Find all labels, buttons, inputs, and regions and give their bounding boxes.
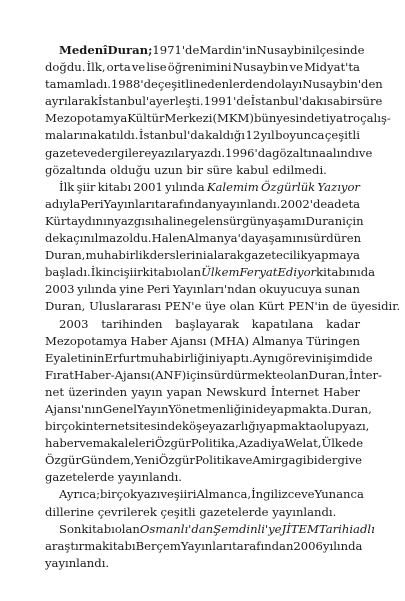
word: makaleleri: [92, 436, 155, 451]
text-line: [45, 281, 360, 298]
word: kitabı: [142, 265, 177, 280]
text-line: [45, 196, 360, 213]
word: gazete: [45, 145, 84, 160]
text-line: [45, 435, 364, 452]
word: malarına: [45, 128, 98, 143]
word: İkinci: [90, 265, 124, 280]
word: Nusaybin: [256, 43, 313, 57]
word: Duran,: [331, 401, 372, 416]
word: 12: [245, 128, 261, 143]
word: ve: [131, 60, 146, 75]
word: orta: [106, 60, 131, 75]
word: Halen: [151, 231, 187, 246]
word: başladı.: [45, 265, 91, 280]
word: Yunanca: [314, 487, 364, 502]
word: Erfurt: [104, 350, 141, 365]
text-line: [45, 316, 360, 333]
word: yazı: [137, 487, 161, 502]
word: Duran;: [107, 43, 153, 57]
word: gelen: [190, 213, 224, 228]
word: Duran,: [45, 248, 86, 263]
word: kısa: [316, 94, 340, 109]
word: Duran,: [308, 367, 349, 382]
word: kitabı: [81, 521, 115, 536]
word: sürgün: [223, 213, 265, 228]
word: yapan: [166, 384, 203, 399]
word: dillerine: [45, 504, 94, 519]
word: lise: [146, 60, 167, 75]
word: 1988'de: [110, 77, 158, 92]
word: için: [342, 213, 364, 228]
text-line: [45, 401, 372, 418]
word: Ajansı'nın: [45, 401, 103, 416]
word: yılında: [77, 282, 117, 297]
word: aydının: [71, 213, 115, 228]
word: yerleşti.: [156, 94, 204, 109]
word: ayrılarak: [45, 94, 98, 109]
word: çevrilerek: [97, 504, 157, 519]
word: yayınlandı.: [117, 470, 182, 485]
word: kitabını: [316, 265, 361, 280]
word: tarihinden: [101, 316, 163, 331]
text-line: [45, 93, 383, 110]
word: 2006: [293, 538, 323, 553]
word: adeta: [327, 196, 361, 211]
word: süre: [356, 94, 383, 109]
word: da: [360, 265, 376, 280]
word: Haber: [130, 333, 168, 348]
word: Eyaletinin: [45, 350, 105, 365]
word: yayınlandı.: [272, 504, 337, 519]
word: gözaltında: [45, 162, 107, 177]
word: internet: [82, 419, 130, 434]
word: birçok: [100, 487, 138, 502]
word: gözaltına: [272, 145, 326, 160]
word: Duran,: [45, 299, 86, 314]
word: üyesidir.: [350, 299, 401, 314]
text-line: [45, 298, 401, 315]
word: yazgısı: [114, 213, 155, 228]
word: olan: [229, 299, 255, 314]
paragraph: [45, 316, 382, 487]
word: birçok: [45, 419, 83, 434]
word: Medenî: [59, 43, 108, 57]
word: kadar: [326, 316, 360, 331]
word: gibi: [295, 453, 318, 468]
paragraph: [45, 486, 364, 520]
word: boyunca: [275, 128, 325, 143]
word: Aynı: [252, 350, 279, 365]
word: 2002'de: [280, 196, 328, 211]
word: Welat,: [284, 436, 322, 451]
word: kitabı: [97, 179, 132, 194]
word: sunan: [324, 282, 360, 297]
word: adlı: [353, 521, 375, 536]
word: yazdı.: [190, 145, 226, 160]
word: sürdüren: [307, 231, 362, 246]
text-line: [45, 42, 365, 59]
word: muhabirliğini: [140, 350, 220, 365]
word: haber: [45, 436, 80, 451]
word: nedenlerden: [192, 77, 267, 92]
word: tarafından: [232, 538, 294, 553]
word: yazı,: [342, 419, 370, 434]
word: yazarlığı: [208, 419, 260, 434]
word: ve: [358, 145, 373, 160]
word: Almanya'da: [186, 231, 256, 246]
word: Amirga: [252, 453, 296, 468]
word: ve: [79, 436, 93, 451]
word: İlk: [59, 179, 75, 194]
word: tamamladı.: [45, 77, 111, 92]
text-line: [45, 486, 364, 503]
word: İstanbul'a: [97, 94, 157, 109]
word: olan: [114, 521, 140, 536]
word: ve: [348, 453, 363, 468]
word: yine: [119, 282, 144, 297]
text-line: [45, 504, 360, 521]
word: 2001: [133, 179, 163, 194]
word: yaptı.: [219, 350, 253, 365]
text-line: [45, 367, 382, 384]
word: sitesinde: [129, 419, 182, 434]
text-line: [45, 213, 364, 230]
word: ilçesinde: [312, 43, 365, 57]
word: Haber: [323, 384, 360, 399]
word: Yeni: [134, 453, 159, 468]
word: yılında: [165, 179, 205, 194]
text-line: [45, 76, 383, 93]
word: derslerini: [149, 248, 207, 263]
word: yapmakta.: [270, 401, 332, 416]
text-line: [45, 145, 373, 162]
word: Ülkem: [201, 265, 240, 280]
text-line: [45, 350, 373, 367]
word: Haber-Ajansı: [73, 367, 151, 382]
word: 1971'de: [152, 43, 200, 57]
word: net: [45, 384, 64, 399]
word: PEN'e: [164, 299, 202, 314]
word: Gündem,: [81, 453, 135, 468]
word: olup: [316, 419, 343, 434]
word: ve: [160, 487, 174, 502]
text-line: [45, 384, 360, 401]
word: Kalemim: [206, 179, 259, 194]
text-line: [45, 162, 360, 179]
paragraph: [45, 42, 391, 179]
word: kabul: [236, 162, 269, 177]
word: Mezopotamya: [45, 111, 128, 126]
text-line: [45, 59, 360, 76]
word: bünyesinde: [253, 111, 322, 126]
word: de: [256, 401, 271, 416]
word: muhabirlik: [85, 248, 150, 263]
word: (MKM): [212, 111, 254, 126]
word: İstanbul'da: [138, 128, 205, 143]
word: Ajansı: [170, 333, 207, 348]
word: yıl: [260, 128, 275, 143]
word: kitabı: [102, 538, 136, 553]
text-line: [45, 469, 360, 486]
word: dergilere: [97, 145, 152, 160]
word: JİTEM: [281, 521, 319, 536]
word: bir: [339, 94, 357, 109]
word: PEN'in: [288, 299, 329, 314]
word: Mardin'in: [199, 43, 257, 57]
word: Özgür: [45, 453, 82, 468]
word: Peri: [80, 196, 104, 211]
word: İlk,: [86, 60, 106, 75]
word: Ayrıca;: [59, 487, 101, 502]
word: kapatılana: [251, 316, 314, 331]
word: İstanbul'da: [250, 94, 317, 109]
text-line: [45, 127, 360, 144]
word: Nusaybin'den: [302, 77, 383, 92]
word: şiiri: [173, 487, 197, 502]
word: Duran: [305, 213, 343, 228]
word: Yayınları'ndan: [172, 282, 257, 297]
word: üye: [205, 299, 226, 314]
word: 1991'de: [203, 94, 251, 109]
word: ve: [238, 453, 253, 468]
word: de: [358, 350, 373, 365]
text-line: [45, 230, 360, 247]
word: çeşitli: [157, 77, 193, 92]
word: Yayın: [137, 401, 169, 416]
word: Osmanlı'dan: [139, 521, 214, 536]
word: öğrenimini: [167, 60, 232, 75]
word: uzun: [154, 162, 183, 177]
word: başlayarak: [175, 316, 240, 331]
text-line: [45, 452, 363, 469]
word: Midyat'ta: [304, 60, 360, 75]
word: görevini: [278, 350, 327, 365]
word: Yazıyor: [317, 179, 360, 194]
paragraph: [45, 521, 375, 572]
word: araştırma: [45, 538, 103, 553]
word: Yayınları: [103, 196, 155, 211]
word: ve: [301, 487, 315, 502]
word: çeşitli: [160, 504, 196, 519]
word: Yayınları: [180, 538, 233, 553]
word: dergi: [317, 453, 349, 468]
word: (ANF): [150, 367, 187, 382]
word: ve: [83, 145, 98, 160]
text-line: [45, 179, 360, 196]
word: İngilizce: [251, 487, 302, 502]
word: Kültür: [127, 111, 165, 126]
word: sürdürmekte: [207, 367, 284, 382]
word: İnter-: [348, 367, 382, 382]
word: tarafından: [154, 196, 217, 211]
word: Tarihi: [318, 521, 354, 536]
word: okuyucuya: [259, 282, 322, 297]
word: 2003: [45, 282, 75, 297]
word: süre: [206, 162, 233, 177]
word: Newskurd: [206, 384, 267, 399]
word: Türingen: [306, 333, 360, 348]
word: kaldığı: [205, 128, 245, 143]
word: Uluslararası: [89, 299, 162, 314]
word: yaşamını: [255, 231, 308, 246]
word: alarak: [206, 248, 244, 263]
text-line: [45, 555, 360, 572]
text-line: [45, 333, 360, 350]
word: Ülkede: [321, 436, 364, 451]
word: gazetecilik: [244, 248, 308, 263]
word: Genel: [102, 401, 138, 416]
word: Son: [59, 521, 82, 536]
word: Feryat: [239, 265, 278, 280]
word: olan: [176, 265, 202, 280]
word: Özgürlük: [260, 179, 316, 194]
word: kaçınılmaz: [59, 231, 123, 246]
word: üzerinden: [68, 384, 128, 399]
word: ve: [289, 60, 303, 75]
word: de: [332, 299, 347, 314]
word: Berçem: [135, 538, 181, 553]
word: Özgür: [154, 436, 191, 451]
word: Şemdinli'ye: [213, 521, 282, 536]
word: alındı: [325, 145, 359, 160]
word: adıyla: [45, 196, 81, 211]
word: oldu.: [122, 231, 152, 246]
text-line: [45, 247, 360, 264]
word: Mezopotamya: [45, 333, 128, 348]
word: İnternet: [270, 384, 319, 399]
word: Özgür: [158, 453, 195, 468]
word: şiir: [76, 179, 96, 194]
word: köşe: [182, 419, 209, 434]
text-line: [45, 418, 370, 435]
text-line: [45, 538, 363, 555]
word: Politika: [194, 453, 239, 468]
word: Ediyor: [277, 265, 317, 280]
word: doğdu.: [45, 60, 86, 75]
word: Kürt: [258, 299, 285, 314]
text-line: [45, 110, 391, 127]
word: yılında: [322, 538, 363, 553]
word: yapmakta: [259, 419, 317, 434]
word: bir: [186, 162, 204, 177]
word: Nusaybin: [232, 60, 289, 75]
word: edilmedi.: [272, 162, 327, 177]
word: şiir: [123, 265, 143, 280]
word: tiyatro: [321, 111, 361, 126]
word: Fırat: [45, 367, 74, 382]
word: yayınlandı.: [45, 555, 110, 570]
word: için: [186, 367, 208, 382]
word: Kürt: [45, 213, 72, 228]
word: Azadiya: [238, 436, 285, 451]
text-line: [45, 521, 375, 538]
word: yayın: [131, 384, 163, 399]
word: Almanca,: [196, 487, 252, 502]
word: olan: [283, 367, 309, 382]
word: Politika,: [190, 436, 239, 451]
word: Merkezi: [164, 111, 213, 126]
word: 2003: [59, 316, 89, 331]
word: yazılar: [151, 145, 191, 160]
word: olduğu: [110, 162, 151, 177]
word: yayınlandı.: [216, 196, 281, 211]
word: gazetelerde: [199, 504, 269, 519]
word: yapmaya: [307, 248, 360, 263]
word: Almanya: [252, 333, 304, 348]
word: katıldı.: [97, 128, 139, 143]
word: çalış-: [360, 111, 391, 126]
word: gazetelerde: [45, 470, 115, 485]
word: de: [45, 231, 60, 246]
word: haline: [154, 213, 191, 228]
word: çeşitli: [324, 128, 360, 143]
word: Yönetmenliğini: [168, 401, 257, 416]
word: 1996'da: [225, 145, 273, 160]
paragraph: [45, 179, 401, 316]
word: dolayı: [266, 77, 303, 92]
text-line: [45, 264, 376, 281]
word: (MHA): [209, 333, 250, 348]
word: yaşamı: [264, 213, 306, 228]
word: şimdi: [326, 350, 359, 365]
word: Peri: [146, 282, 171, 297]
